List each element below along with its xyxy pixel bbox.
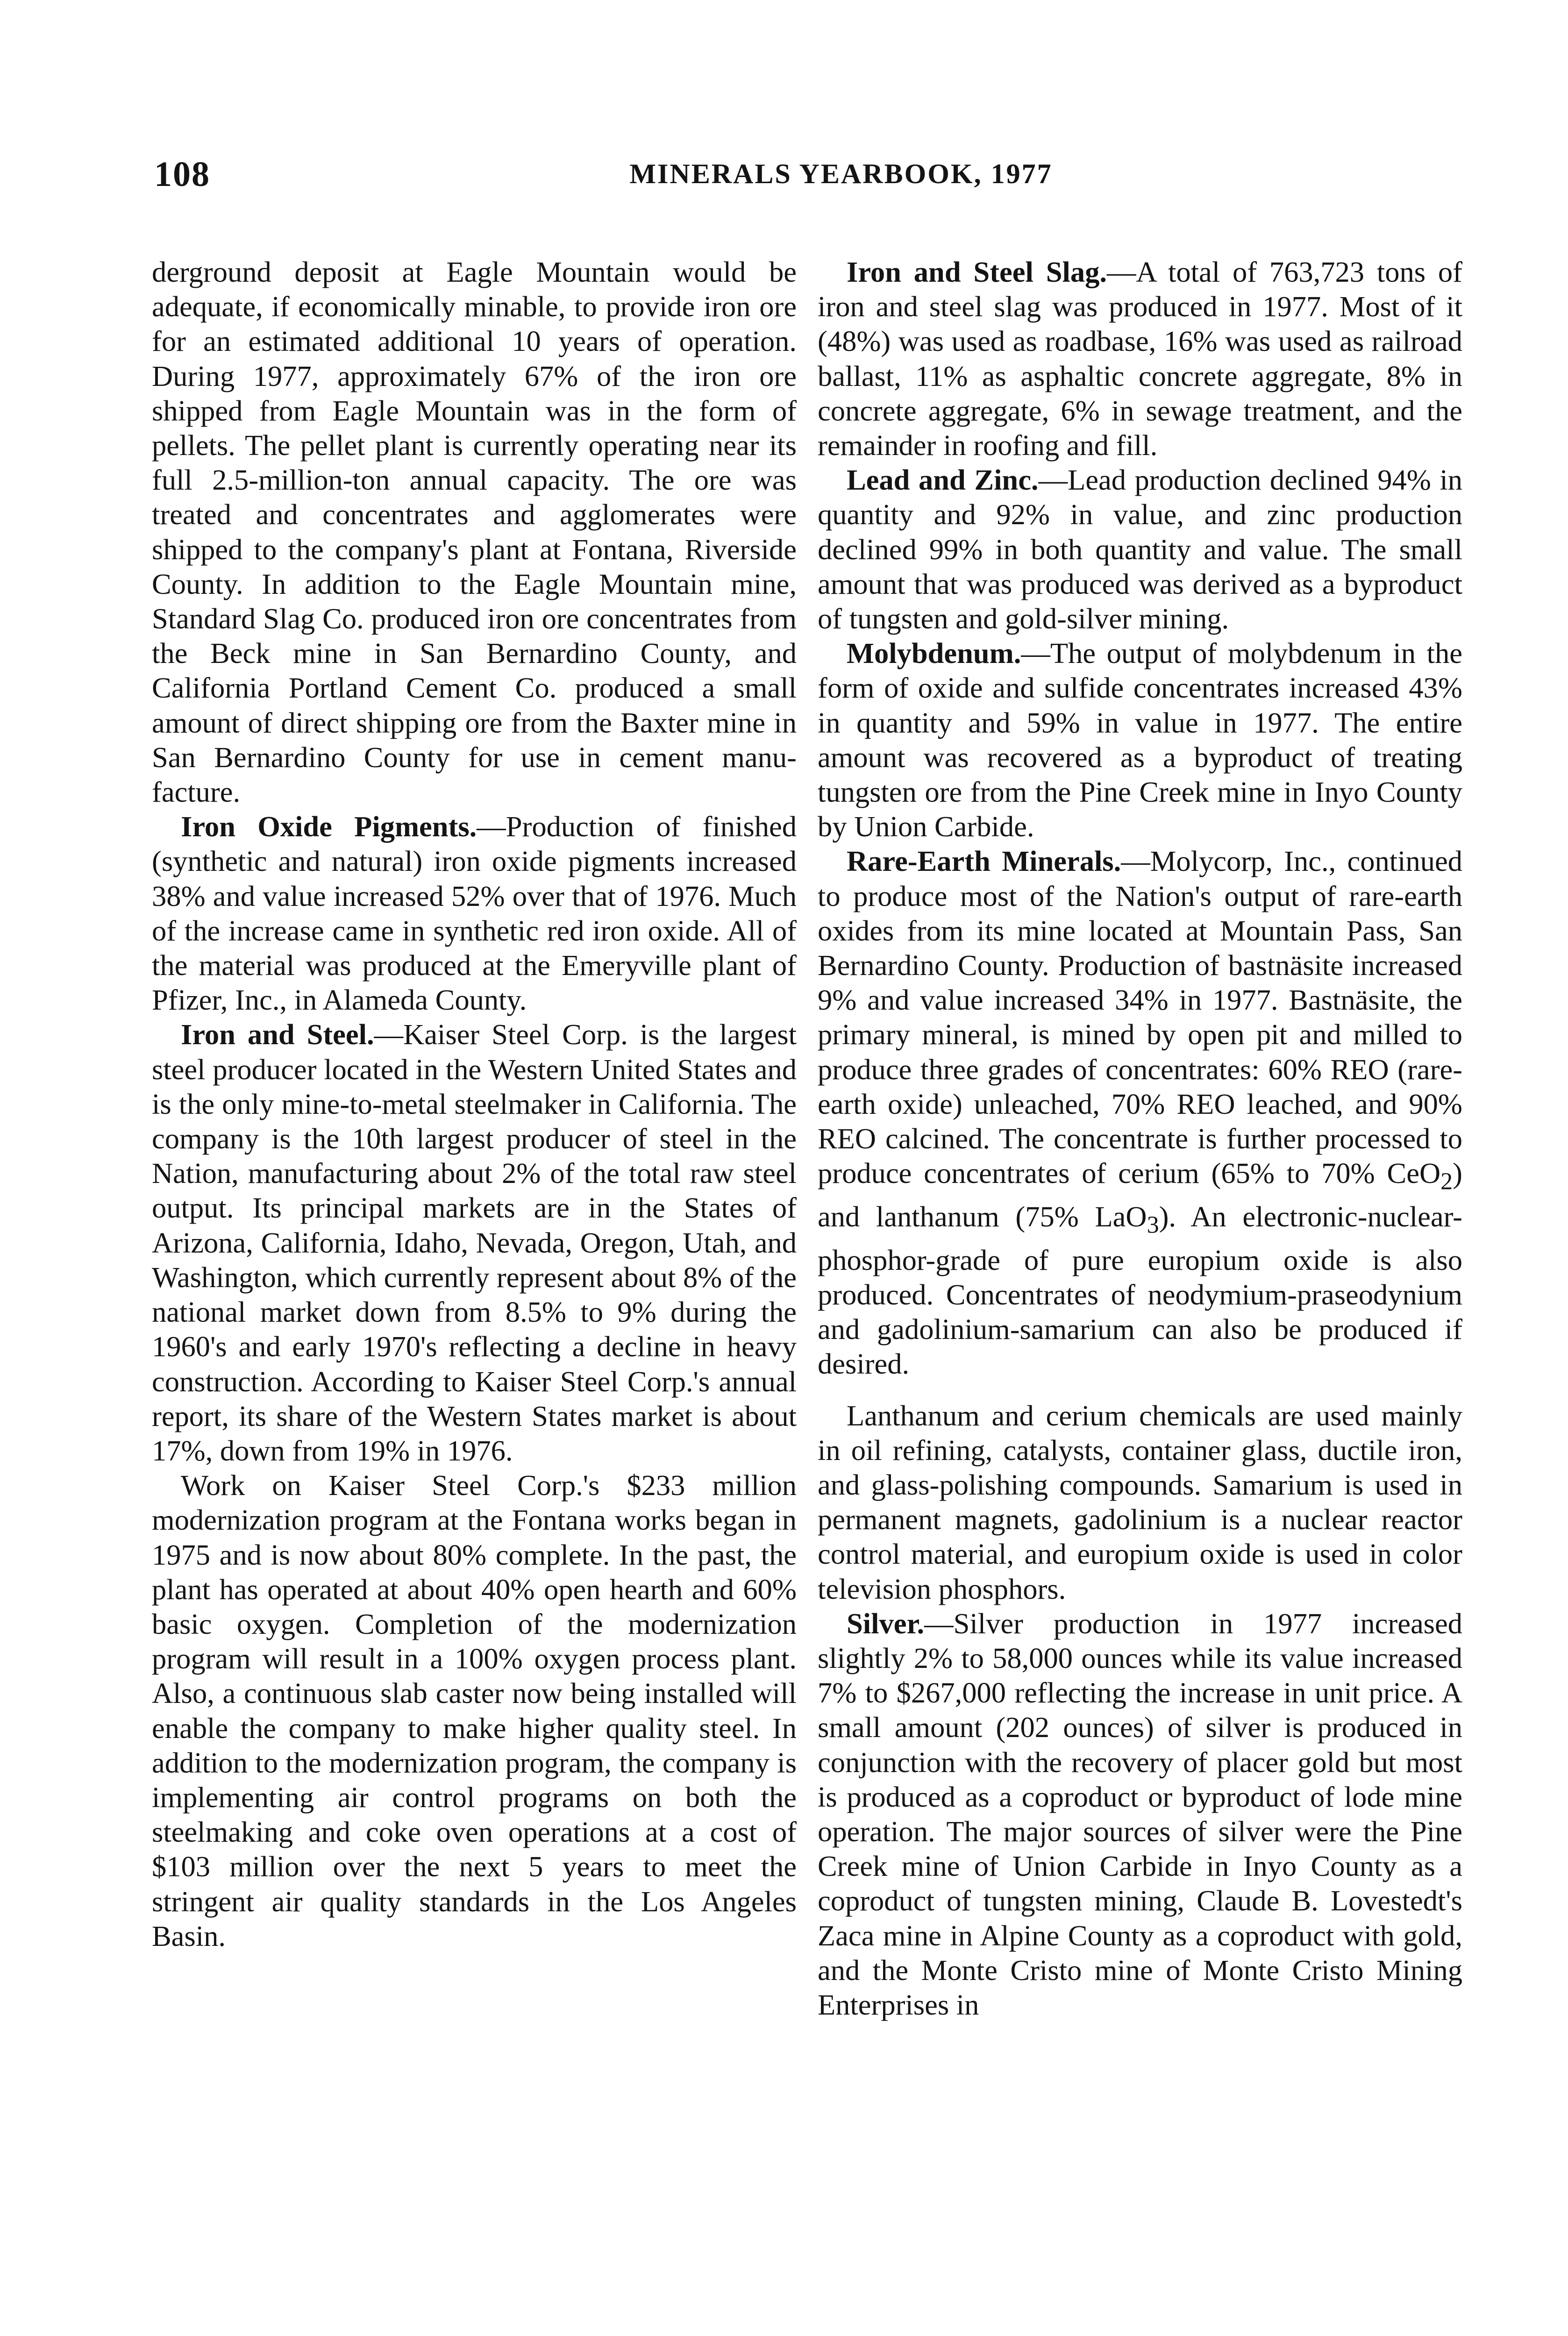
section-heading-iron-and-steel: Iron and Steel. [181, 1018, 374, 1051]
paragraph-eagle-mountain [152, 255, 797, 809]
left-column [152, 255, 797, 1953]
paragraph-silver [818, 1606, 1462, 2022]
paragraph-lanthanum-cerium-uses [818, 1398, 1462, 1606]
paragraph-molybdenum [818, 636, 1462, 844]
paragraph-rare-earth-minerals [818, 844, 1462, 1381]
paragraph-text: ). An electronic-nuclear-phosphor-grade of pure europium oxide is also produced. Concentrates of neodymium-praseodynium and gadolinium-samarium can also be produced if desired. [818, 1200, 1462, 1381]
section-heading-silver: Silver. [847, 1607, 925, 1640]
subscript: 3 [1147, 1211, 1159, 1239]
paragraph-iron-and-steel-slag [818, 255, 1462, 463]
paragraph-text: —A total of 763,723 tons of iron and steel slag was produced in 1977. Most of it (48%) was used as roadbase, 16% was used as railroad ballast, 11% as asphaltic concrete aggregate, 8% in concrete aggregate, 6% in sewage treatment, and the remainder in roofing and fill. [818, 256, 1462, 462]
section-heading-lead-and-zinc: Lead and Zinc. [847, 463, 1039, 497]
section-heading-rare-earth-minerals: Rare-Earth Minerals. [847, 845, 1121, 878]
page-header [154, 154, 1458, 210]
paragraph-lead-and-zinc [818, 463, 1462, 636]
page-number: 108 [154, 155, 210, 194]
paragraph-text: —The output of molybdenum in the form of oxide and sulfide concentrates increased 43% in quantity and 59% in value in 1977. The entire amount was recovered as a byproduct of treating tungsten ore from the Pine Creek mine in Inyo County by Union Carbide. [818, 637, 1462, 843]
right-column [818, 255, 1462, 2022]
running-title: MINERALS YEARBOOK, 1977 [629, 158, 1053, 189]
subscript: 2 [1440, 1168, 1453, 1195]
paragraph-iron-oxide-pigments [152, 809, 797, 1017]
paragraph-text: —Molycorp, Inc., continued to produce most of the Nation's output of rare-earth oxides from its mine located at Mountain Pass, San Bernardino County. Production of bastnäsite increased 9% and value increased 34% in 1977. Bastnäsite, the primary mineral, is mined by open pit and milled to produce three grades of concentrates: 60% REO (rare-earth oxide) unleached, 70% REO leached, and 90% REO calcined. The concentrate is further processed to produce concentrates of cerium (65% to 70% CeO [818, 845, 1462, 1190]
paragraph-text: Work on Kaiser Steel Corp.'s $233 million modernization program at the Fontana works began in 1975 and is now about 80% complete. In the past, the plant has operated at about 40% open hearth and 60% basic oxygen. Completion of the modernization program will result in a 100% oxygen process plant. Also, a continuous slab caster now being installed will enable the company to make higher quality steel. In addition to the modernization program, the company is implementing air control programs on both the steelmaking and coke oven operations at a cost of $103 million over the next 5 years to meet the stringent air quality standards in the Los Angeles Basin. [152, 1469, 797, 1952]
section-heading-iron-oxide-pigments: Iron Oxide Pigments. [181, 810, 477, 843]
paragraph-text: Lanthanum and cerium chemicals are used mainly in oil refining, catalysts, container glass, ductile iron, and glass-polishing compounds. Samarium is used in permanent magnets, gadolinium is a nuclear reactor control material, and europium oxide is used in color television phosphors. [818, 1399, 1462, 1605]
section-heading-iron-and-steel-slag: Iron and Steel Slag. [847, 256, 1107, 288]
section-heading-molybdenum: Molybdenum. [847, 637, 1021, 670]
paragraph-text: —Lead production declined 94% in quantity and 92% in value, and zinc production declined 99% in both quantity and value. The small amount that was produced was derived as a byproduct of tungsten and gold-silver mining. [818, 463, 1462, 635]
paragraph-text: —Kaiser Steel Corp. is the largest steel producer located in the Western United States and is the only mine-to-metal steelmaker in California. The company is the 10th largest producer of steel in the Nation, manufacturing about 2% of the total raw steel output. Its principal markets are in the States of Arizona, California, Idaho, Nevada, Oregon, Utah, and Washington, which currently represent about 8% of the national market down from 8.5% to 9% during the 1960's and early 1970's reflecting a decline in heavy construction. According to Kaiser Steel Corp.'s annual report, its share of the Western States market is about 17%, down from 19% in 1976. [152, 1018, 797, 1467]
paragraph-text: —Silver production in 1977 increased slightly 2% to 58,000 ounces while its value increased 7% to $267,000 reflecting the increase in unit price. A small amount (202 ounces) of silver is produced in conjunction with the recovery of placer gold but most is produced as a coproduct or byproduct of lode mine operation. The major sources of silver were the Pine Creek mine of Union Carbide in Inyo County as a coproduct of tungsten mining, Claude B. Lovestedt's Zaca mine in Alpine County as a coproduct with gold, and the Monte Cristo mine of Monte Cristo Mining Enterprises in [818, 1607, 1462, 2021]
paragraph-kaiser-modernization [152, 1468, 797, 1953]
paragraph-iron-and-steel [152, 1017, 797, 1468]
paragraph-text: derground deposit at Eagle Mountain would be adequate, if economically minable, to provide iron ore for an estimated additional 10 years of operation. During 1977, approximately 67% of the iron ore shipped from Eagle Mountain was in the form of pellets. The pellet plant is currently operating near its full 2.5-million-ton annual capacity. The ore was treated and concentrates and agglomerates were shipped to the company's plant at Fontana, Riverside County. In addition to the Eagle Mountain mine, Standard Slag Co. produced iron ore concentrates from the Beck mine in San Bernardino County, and California Portland Cement Co. produced a small amount of direct shipping ore from the Baxter mine in San Bernardino County for use in cement manufacture. [152, 256, 797, 809]
paragraph-text: ) and lanthanum (75% LaO [818, 1157, 1462, 1233]
paragraph-text: —Production of finished (synthetic and natural) iron oxide pigments increased 38% and value increased 52% over that of 1976. Much of the increase came in synthetic red iron oxide. All of the material was produced at the Emeryville plant of Pfizer, Inc., in Alameda County. [152, 810, 797, 1017]
